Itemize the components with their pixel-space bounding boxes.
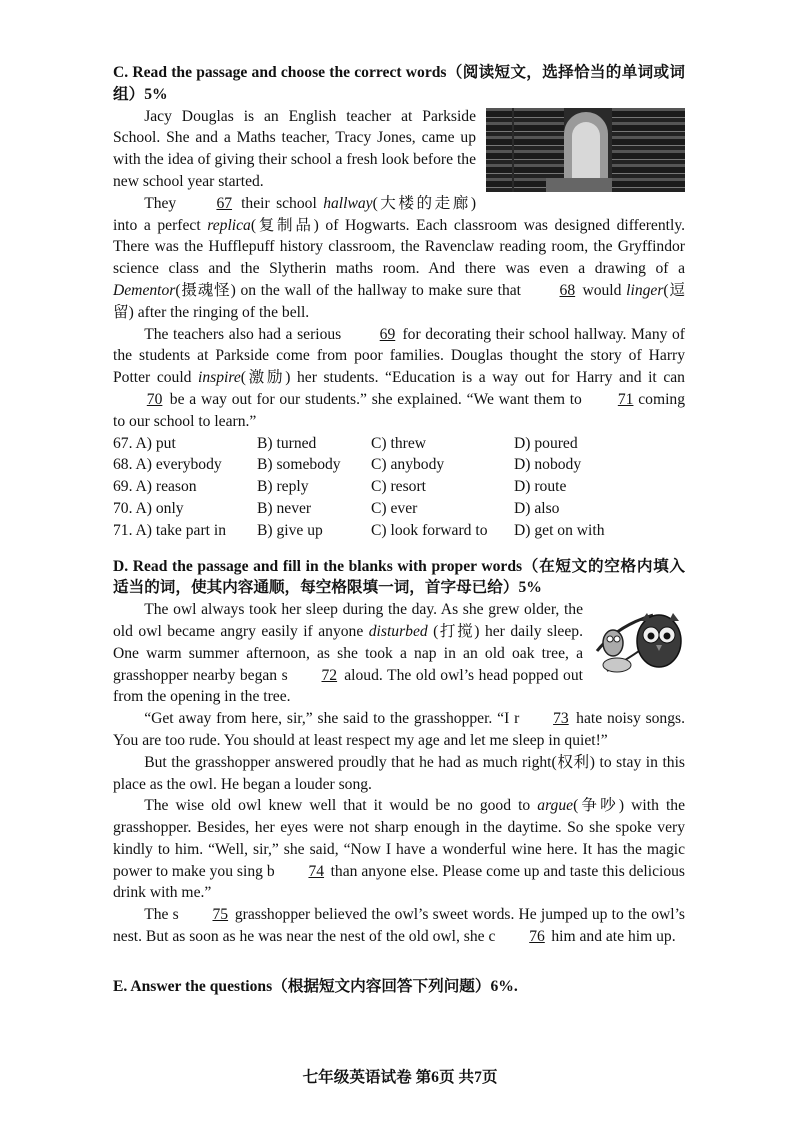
- library-image: [486, 108, 685, 192]
- hogwarts-library-image: [486, 108, 685, 192]
- option-71-a[interactable]: 71. A) take part in: [113, 521, 227, 539]
- option-67-c[interactable]: C) threw: [371, 434, 426, 452]
- blank-71[interactable]: 71: [617, 390, 634, 408]
- option-67-d[interactable]: D) poured: [514, 434, 578, 452]
- section-e-title-cn: （根据短文内容回答下列问题）6%.: [272, 977, 518, 995]
- section-d-title: [113, 556, 685, 600]
- owl-cartoon-image: [593, 601, 685, 681]
- option-67-a[interactable]: 67. A) put: [113, 434, 176, 452]
- option-68-b[interactable]: B) somebody: [257, 456, 341, 474]
- blank-69[interactable]: 69: [379, 325, 396, 343]
- option-70-c[interactable]: C) ever: [371, 499, 418, 517]
- blank-67[interactable]: 67: [216, 194, 233, 212]
- blank-68[interactable]: 68: [559, 281, 576, 299]
- section-d-title-en: D. Read the passage and fill in the blanks with proper words: [113, 557, 523, 575]
- section-d-title-cn: （在短文的空格内填入适当的词，使其内容通顺，每空格限填一词，首字母已给）5%: [113, 557, 685, 597]
- option-71-b[interactable]: B) give up: [257, 521, 323, 539]
- blank-75[interactable]: 75: [212, 906, 229, 924]
- option-69-d[interactable]: D) route: [514, 478, 567, 496]
- section-c-title: [113, 62, 685, 106]
- section-d-paragraph-3: But the grasshopper answered proudly that he had as much right(权利) to stay in this place as the owl. He began a louder song.: [113, 753, 685, 793]
- option-70-b[interactable]: B) never: [257, 499, 312, 517]
- section-d-paragraph-2: “Get away from here, sir,” she said to the grasshopper. “I r 73 hate noisy songs. You are too rude. You should at least respect my age and let me sleep in quiet!”: [113, 710, 685, 749]
- option-67-b[interactable]: B) turned: [257, 434, 317, 452]
- option-69-a[interactable]: 69. A) reason: [113, 478, 197, 496]
- blank-74[interactable]: 74: [308, 862, 325, 880]
- option-70-a[interactable]: 70. A) only: [113, 499, 184, 517]
- section-e-title: [113, 976, 685, 998]
- option-68-c[interactable]: C) anybody: [371, 456, 445, 474]
- section-c-paragraph-1: Jacy Douglas is an English teacher at Parkside School. She and a Maths teacher, Tracy Jones, came up with the idea of giving their school a fresh look before the new school year started.: [113, 107, 476, 190]
- option-68-d[interactable]: D) nobody: [514, 456, 582, 474]
- option-69-c[interactable]: C) resort: [371, 478, 426, 496]
- answer-options: [113, 433, 685, 542]
- section-c-paragraph-2: They 67 their school hallway(大楼的走廊) into a perfect replica(复制品) of Hogwarts. Each classroom was designed differently. There was the Hufflepuff history classroom, the Ravenclaw reading room, the Gryffindor science class and the Slytherin maths room. And there was even a drawing of a Dementor(摄魂怪) on the wall of the hallway to make sure that 68 would linger(逗留) after the ringing of the bell.: [113, 194, 686, 321]
- blank-72[interactable]: 72: [321, 666, 338, 684]
- section-d-paragraph-4: The wise old owl knew well that it would be no good to argue(争吵) with the grasshopper. Besides, her eyes were not sharp enough in the daytime. So she spoke very kindly to him. “Well, sir,” she said, “Now I have a wonderful wine here. It has the magic power to make you sing b 74 than anyone else. Please come up and taste this delicious drink with me.”: [113, 797, 685, 902]
- section-c-title-cn: （阅读短文，选择恰当的单词或词组）5%: [113, 64, 685, 103]
- blank-70[interactable]: 70: [146, 390, 163, 408]
- option-69-b[interactable]: B) reply: [257, 478, 309, 496]
- option-71-c[interactable]: C) look forward to: [371, 521, 488, 539]
- blank-76[interactable]: 76: [529, 928, 545, 946]
- option-68-a[interactable]: 68. A) everybody: [113, 456, 222, 474]
- section-d-paragraph-1: The owl always took her sleep during the day. As she grew older, the old owl became angry easily if anyone disturbed (打搅) her daily sleep. One warm summer afternoon, as she took a nap in an old oak tree, a grasshopper nearby began s 72 aloud. The old owl’s head popped out from the opening in the tree.: [113, 601, 583, 706]
- blank-73[interactable]: 73: [553, 710, 569, 728]
- page-content: [113, 62, 685, 998]
- page-footer: 七年级英语试卷 第6页 共7页: [302, 1069, 498, 1086]
- section-d-paragraph-5: The s 75 grasshopper believed the owl’s sweet words. He jumped up to the owl’s nest. But as soon as he was near the nest of the old owl, she c 76 him and ate him up.: [113, 904, 685, 948]
- option-71-d[interactable]: D) get on with: [514, 521, 605, 539]
- section-e-title-en: E. Answer the questions: [113, 977, 273, 995]
- section-c-title-en: C. Read the passage and choose the correct words: [113, 64, 447, 81]
- owl-image: [593, 601, 685, 688]
- option-70-d[interactable]: D) also: [514, 499, 560, 517]
- section-c-paragraph-3: The teachers also had a serious 69 for decorating their school hallway. Many of the students at Parkside come from poor families. Douglas thought the story of Harry Potter could inspire(激励) her students. “Education is a way out for Harry and it can 70 be a way out for our students.” she explained. “We want them to 71 coming to our school to learn.”: [113, 325, 686, 430]
